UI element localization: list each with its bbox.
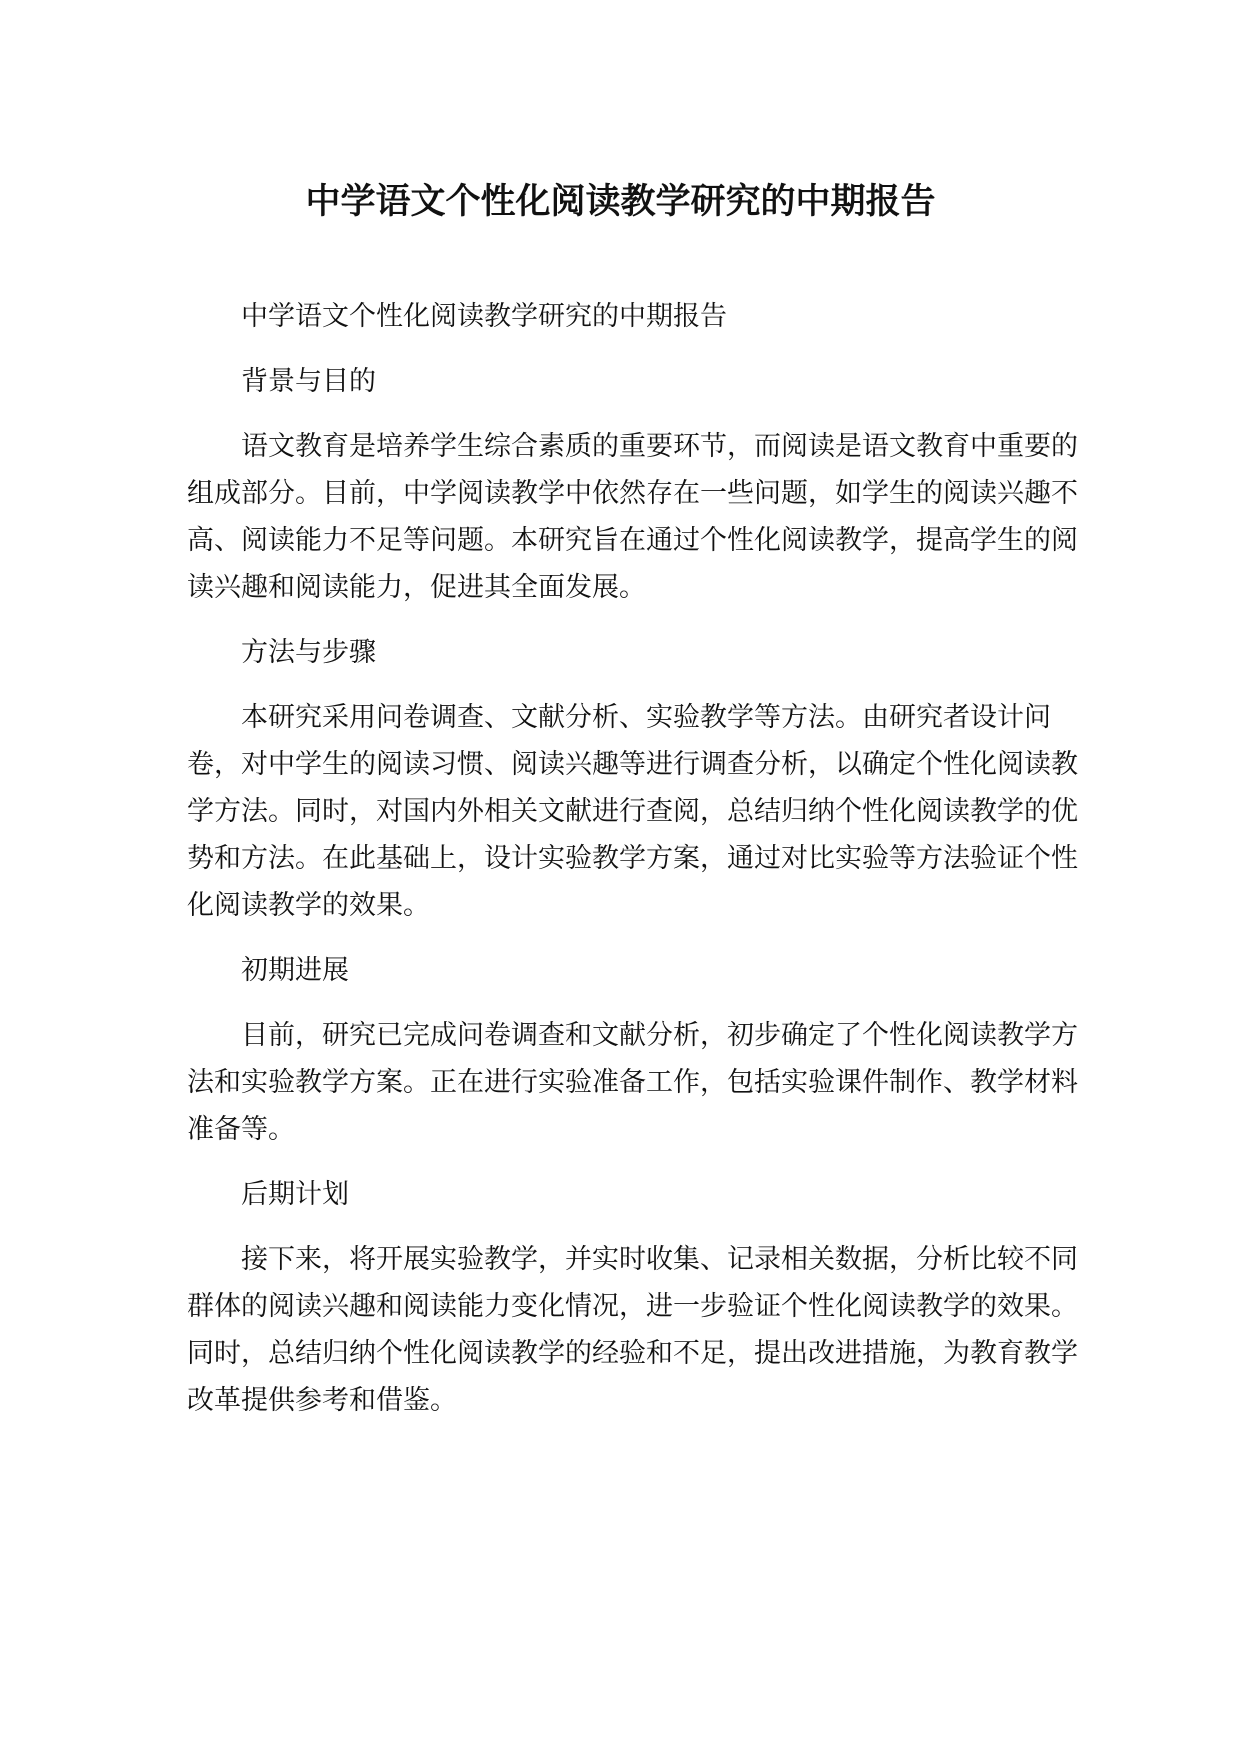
paragraph-background: 语文教育是培养学生综合素质的重要环节，而阅读是语文教育中重要的组成部分。目前，中学阅读教学中依然存在一些问题，如学生的阅读兴趣不高、阅读能力不足等问题。本研究旨在通过个性化阅读教学，提高学生的阅读兴趣和阅读能力，促进其全面发展。 — [187, 431, 1078, 603]
section-heading-background: 背景与目的 — [241, 366, 376, 397]
paragraph-methods: 本研究采用问卷调查、文献分析、实验教学等方法。由研究者设计问卷，对中学生的阅读习惯、阅读兴趣等进行调查分析，以确定个性化阅读教学方法。同时，对国内外相关文献进行查阅，总结归纳个性化阅读教学的优势和方法。在此基础上，设计实验教学方案，通过对比实验等方法验证个性化阅读教学的效果。 — [187, 702, 1078, 921]
paragraph-plan: 接下来，将开展实验教学，并实时收集、记录相关数据，分析比较不同群体的阅读兴趣和阅读能力变化情况，进一步验证个性化阅读教学的效果。同时，总结归纳个性化阅读教学的经验和不足，提出改进措施，为教育教学改革提供参考和借鉴。 — [187, 1244, 1078, 1416]
section-heading-plan: 后期计划 — [241, 1179, 349, 1210]
paragraph-progress: 目前，研究已完成问卷调查和文献分析，初步确定了个性化阅读教学方法和实验教学方案。正在进行实验准备工作，包括实验课件制作、教学材料准备等。 — [187, 1020, 1078, 1145]
section-heading-methods: 方法与步骤 — [241, 637, 376, 668]
section-heading-progress: 初期进展 — [241, 955, 349, 986]
document-body — [187, 293, 1087, 1442]
subtitle-paragraph: 中学语文个性化阅读教学研究的中期报告 — [241, 301, 727, 332]
document-title: 中学语文个性化阅读教学研究的中期报告 — [305, 182, 936, 222]
